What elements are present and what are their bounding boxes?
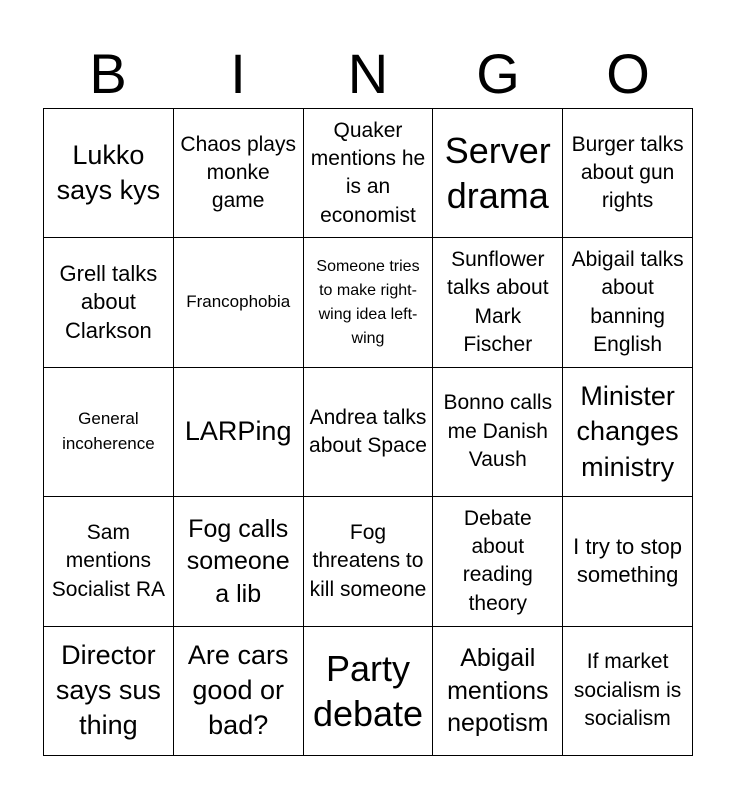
cell-text: Fog calls someone a lib: [186, 514, 290, 608]
header-letter-g: G: [476, 42, 520, 105]
header-letter-i: I: [230, 42, 246, 105]
bingo-cell[interactable]: [304, 109, 434, 238]
bingo-cell[interactable]: [44, 497, 174, 626]
header-letter-b: B: [89, 42, 127, 105]
bingo-cell[interactable]: [174, 109, 304, 238]
bingo-cell[interactable]: [304, 627, 434, 756]
cell-text: Burger talks about gun rights: [571, 132, 684, 213]
cell-text: Sunflower talks about Mark Fischer: [447, 247, 549, 356]
cell-text: Someone tries to make right-wing idea left-wing: [316, 257, 420, 347]
bingo-cell[interactable]: [563, 627, 693, 756]
cell-text: Andrea talks about Space: [309, 405, 427, 457]
cell-text: Minister changes ministry: [576, 381, 679, 482]
cell-text: Director says sus thing: [55, 640, 161, 741]
cell-text: Abigail mentions nepotism: [447, 644, 549, 738]
bingo-cell[interactable]: [433, 497, 563, 626]
bingo-cell[interactable]: [44, 368, 174, 497]
bingo-header: [43, 42, 693, 106]
cell-text: Abigail talks about banning English: [571, 247, 684, 356]
cell-text: If market socialism is socialism: [573, 650, 682, 730]
bingo-cell[interactable]: [174, 497, 304, 626]
header-letter-o: O: [606, 42, 650, 105]
header-letter-n: N: [347, 42, 389, 105]
cell-text: Debate about reading theory: [462, 506, 533, 615]
cell-text: Chaos plays monke game: [180, 132, 296, 213]
cell-text: Server drama: [444, 130, 551, 217]
bingo-cell[interactable]: [304, 238, 434, 367]
cell-text: Fog threatens to kill someone: [309, 520, 427, 601]
bingo-cell[interactable]: [44, 627, 174, 756]
bingo-cell[interactable]: [433, 368, 563, 497]
bingo-cell[interactable]: [174, 368, 304, 497]
bingo-card: [43, 108, 693, 756]
bingo-cell[interactable]: [433, 238, 563, 367]
cell-text: I try to stop something: [573, 533, 682, 588]
cell-text: Grell talks about Clarkson: [59, 260, 158, 343]
bingo-cell[interactable]: [44, 109, 174, 238]
bingo-cell[interactable]: [563, 497, 693, 626]
bingo-cell[interactable]: [563, 238, 693, 367]
cell-text: Bonno calls me Danish Vaush: [443, 391, 553, 472]
bingo-cell[interactable]: [44, 238, 174, 367]
bingo-cell[interactable]: [304, 368, 434, 497]
cell-text: Quaker mentions he is an economist: [310, 118, 426, 227]
bingo-cell[interactable]: [563, 109, 693, 238]
cell-text: General incoherence: [62, 409, 155, 453]
bingo-cell[interactable]: [174, 238, 304, 367]
cell-text: Sam mentions Socialist RA: [51, 520, 165, 601]
cell-text: Francophobia: [186, 292, 291, 312]
cell-text: LARPing: [184, 416, 292, 447]
bingo-cell[interactable]: [433, 627, 563, 756]
bingo-cell[interactable]: [563, 368, 693, 497]
cell-text: Party debate: [312, 647, 424, 734]
cell-text: Are cars good or bad?: [187, 640, 289, 741]
bingo-cell[interactable]: [304, 497, 434, 626]
cell-text: Lukko says kys: [56, 140, 161, 206]
bingo-cell[interactable]: [433, 109, 563, 238]
bingo-cell[interactable]: [174, 627, 304, 756]
